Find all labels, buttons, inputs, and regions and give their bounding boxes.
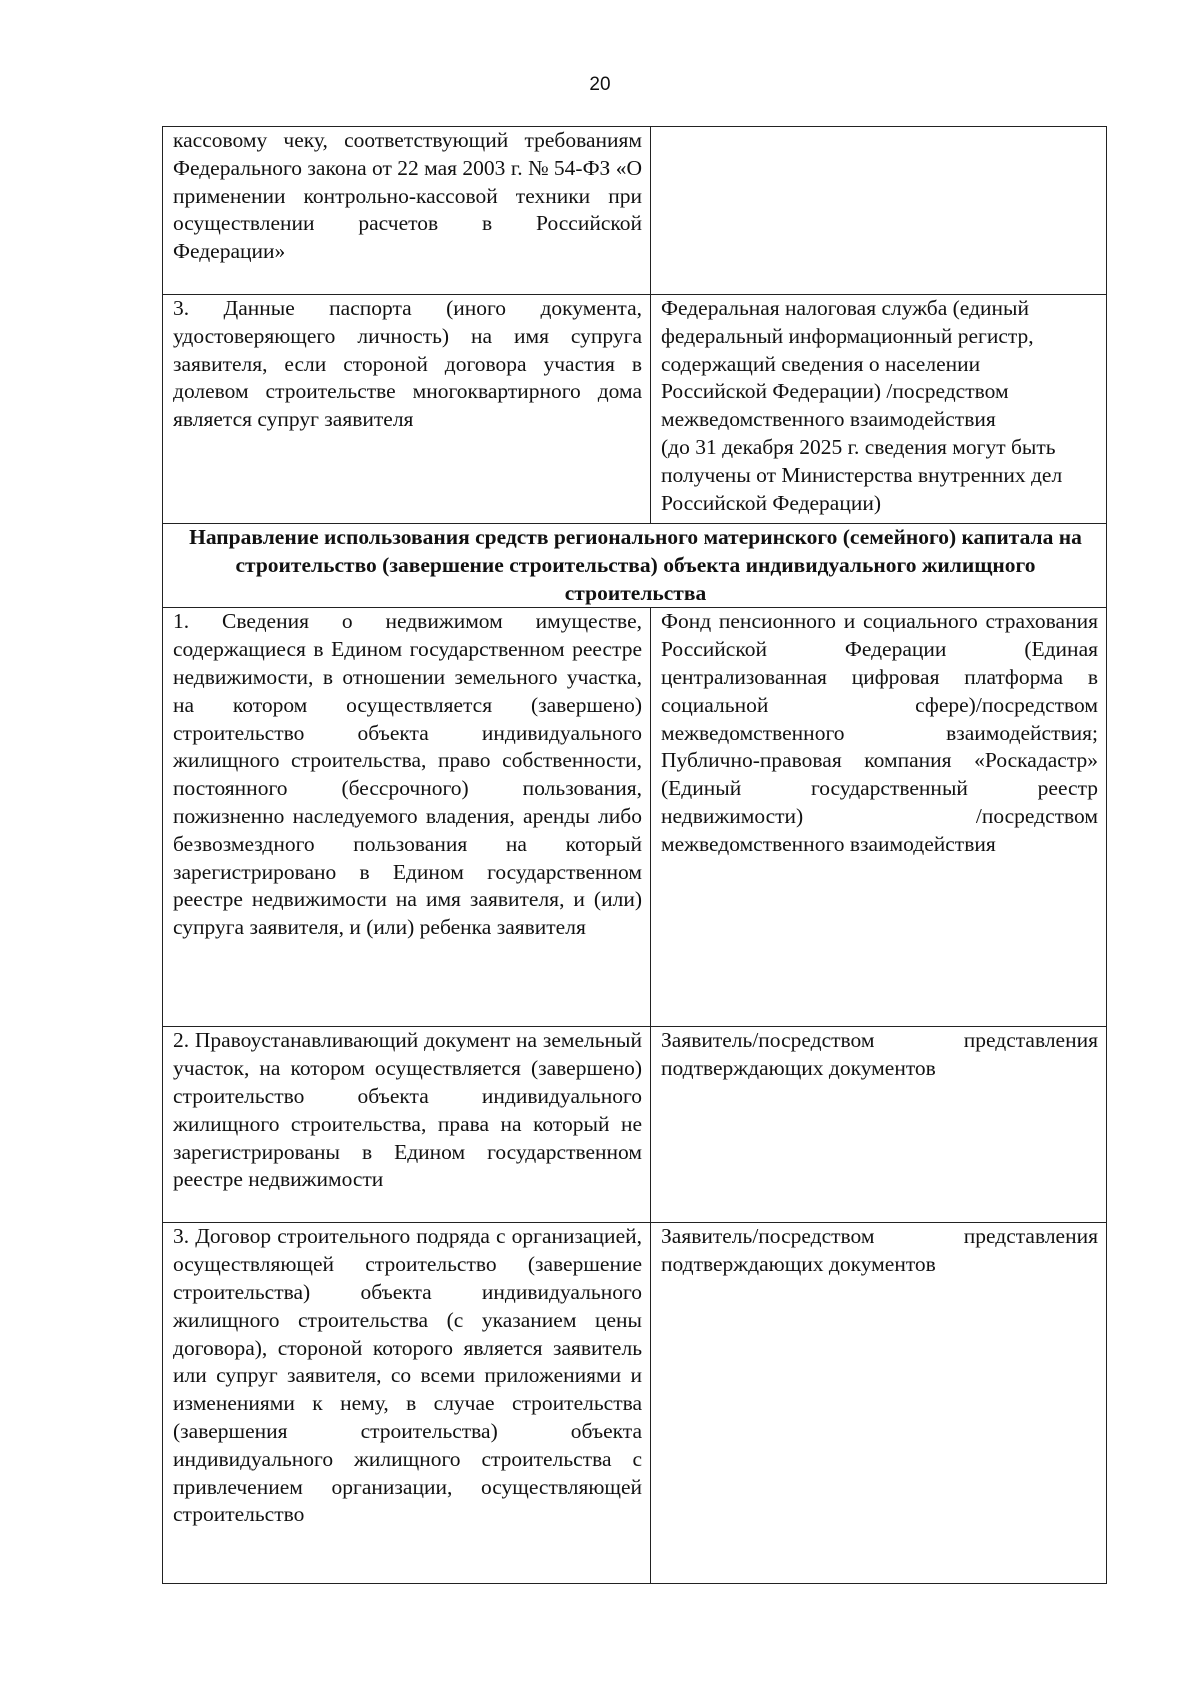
section-heading-row [163, 524, 1107, 608]
source-line: (до 31 декабря 2025 г. сведения могут быть [661, 434, 1056, 459]
table-row [163, 295, 1107, 524]
source-line: получены от Министерства внутренних дел [661, 462, 1063, 487]
source-line: федеральный информационный регистр, [661, 323, 1034, 348]
document-source-cell: Фонд пенсионного и социального страхования Российской Федерации (Единая централизованная цифровая платформа в социальной сфере)/посредством межведомственного взаимодействия; Публично-правовая компания «Роскадастр» (Единый государственный реестр недвижимости) /посредством межведомственного взаимодействия [651, 608, 1107, 1027]
section-heading: Направление использования средств регионального материнского (семейного) капитала на строительство (завершение строительства) объекта индивидуального жилищного строительства [163, 524, 1107, 608]
document-description-cell: кассовому чеку, соответствующий требованиям Федерального закона от 22 мая 2003 г. № 54-ФЗ «О применении контрольно-кассовой техники при осуществлении расчетов в Российской Федерации» [163, 127, 651, 295]
document-source-cell: Заявитель/посредством представления подтверждающих документов [651, 1223, 1107, 1584]
source-line: межведомственного взаимодействия [661, 407, 996, 432]
document-description-cell: 3. Данные паспорта (иного документа, удостоверяющего личность) на имя супруга заявителя, если стороной договора участия в долевом строительстве многоквартирного дома является супруг заявителя [163, 295, 651, 524]
document-description-cell: 3. Договор строительного подряда с организацией, осуществляющей строительство (завершение строительства) объекта индивидуального жилищного строительства (с указанием цены договора), стороной которого является заявитель или супруг заявителя, со всеми приложениями и изменениями к нему, в случае строительства (завершения строительства) объекта индивидуального жилищного строительства с привлечением организации, осуществляющей строительство [163, 1223, 651, 1584]
document-source-cell [651, 127, 1107, 295]
table-row [163, 608, 1107, 1027]
document-source-cell: Заявитель/посредством представления подтверждающих документов [651, 1027, 1107, 1223]
source-line: содержащий сведения о населении [661, 351, 981, 376]
table-row [163, 127, 1107, 295]
source-line: Российской Федерации) /посредством [661, 379, 1009, 404]
table-row [163, 1223, 1107, 1584]
document-description-cell: 1. Сведения о недвижимом имуществе, содержащиеся в Едином государственном реестре недвижимости, в отношении земельного участка, на котором осуществляется (завершено) строительство объекта индивидуального жилищного строительства, право собственности, постоянного (бессрочного) пользования, пожизненно наследуемого владения, аренды либо безвозмездного пользования на который зарегистрировано в Едином государственном реестре недвижимости на имя заявителя, и (или) супруга заявителя, и (или) ребенка заявителя [163, 608, 651, 1027]
documents-table [162, 126, 1107, 1584]
source-line: Российской Федерации) [661, 490, 882, 515]
document-description-cell: 2. Правоустанавливающий документ на земельный участок, на котором осуществляется (завершено) строительство объекта индивидуального жилищного строительства, права на который не зарегистрированы в Едином государственном реестре недвижимости [163, 1027, 651, 1223]
source-line: Федеральная налоговая служба (единый [661, 296, 1029, 320]
document-source-cell [651, 295, 1107, 524]
page-number: 20 [589, 74, 611, 95]
table-row [163, 1027, 1107, 1223]
